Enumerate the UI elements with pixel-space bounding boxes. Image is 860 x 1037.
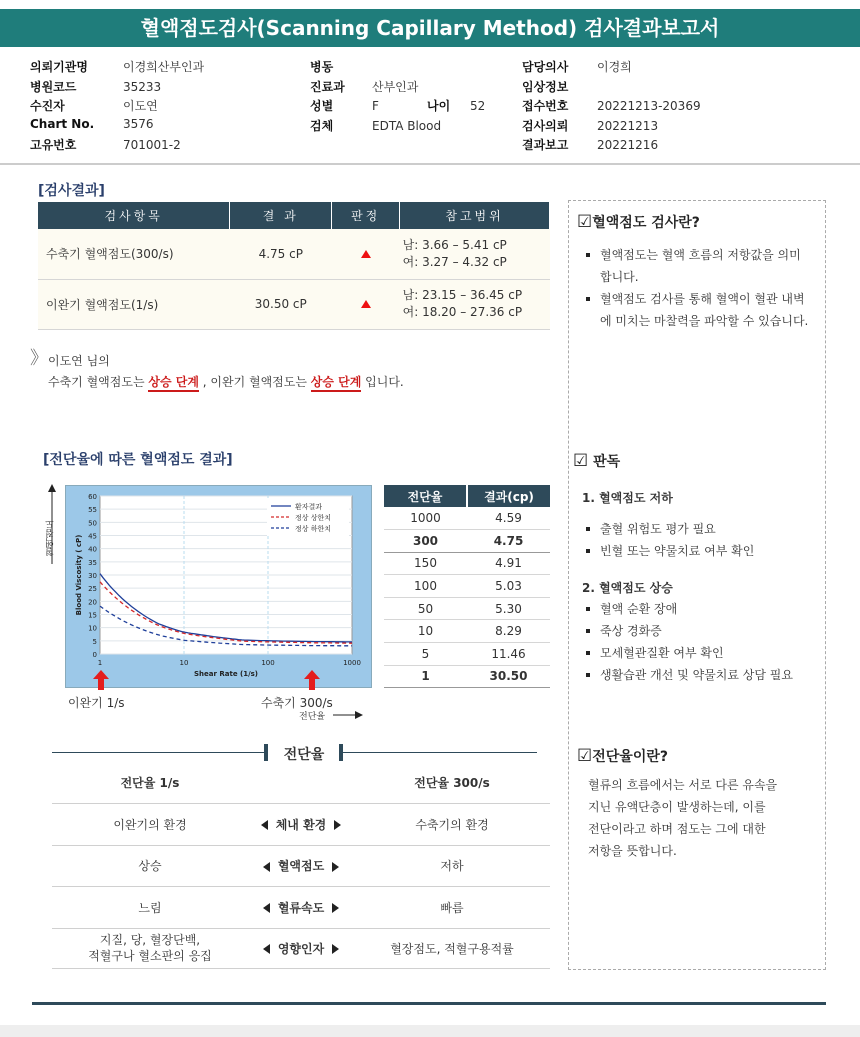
info-label: 임상정보: [522, 79, 569, 94]
list-item: [586, 518, 822, 540]
info-value: 20221213: [597, 118, 659, 133]
shear-rate: 10: [384, 620, 467, 643]
y-tick-label: 30: [88, 572, 97, 580]
checkbox-icon: ☑: [577, 212, 593, 232]
shear-rate: 100: [384, 575, 467, 598]
shear-rate: 50: [384, 597, 467, 620]
y-tick-label: 20: [88, 598, 97, 607]
y-tick-label: 5: [92, 637, 97, 646]
comparison-right: 저하: [354, 845, 550, 886]
info-label: 고유번호: [30, 138, 77, 152]
info-value: 20221213-20369: [597, 99, 701, 113]
bullet-icon: [586, 629, 590, 633]
comparison-left: 느림: [52, 886, 248, 928]
shear-result: 5.30: [467, 597, 550, 620]
comparison-mid-label: 혈류속도: [277, 900, 325, 915]
shear-result: 4.91: [467, 552, 550, 575]
comparison-left: [52, 928, 248, 968]
shear-header: 결과(cp): [467, 485, 550, 507]
header-divider: [0, 163, 860, 165]
legend-label: 정상 상한치: [295, 514, 332, 522]
comparison-mid: [248, 928, 354, 968]
x-tick-label: 10: [179, 659, 189, 667]
low-list: [586, 518, 822, 562]
footer-band: [0, 1025, 860, 1037]
y-tick-label: 25: [88, 585, 97, 594]
arrow-left-icon: [263, 862, 270, 872]
info-label: 접수번호: [522, 99, 569, 113]
x-axis-arrow-icon: [333, 710, 363, 720]
arrow-right-icon: [332, 903, 339, 913]
shear-rate: 5: [384, 643, 467, 666]
list-item: [586, 540, 822, 562]
arrow-left-icon: [261, 820, 268, 830]
low-title: 1. 혈액점도 저하: [582, 491, 673, 505]
results-header: 검사항목: [38, 202, 230, 229]
comparison-mid-label: 영향인자: [277, 941, 325, 956]
sidebar-heading-text: 전단율이란?: [592, 749, 668, 765]
list-item-text: 혈액점도는 혈액 흐름의 저항값을 의미합니다.: [600, 248, 801, 284]
y-axis-label: 혈액점도: [46, 520, 56, 556]
comparison-left-line: 지질, 당, 혈장단백,: [99, 933, 201, 947]
chart-svg: [66, 486, 373, 689]
result-item: 수축기 혈액점도(300/s): [38, 229, 230, 279]
report-title: 혈액점도검사(Scanning Capillary Method) 검사결과보고서: [0, 9, 860, 47]
arrow-right-icon: [332, 862, 339, 872]
results-header: 결 과: [230, 202, 332, 229]
info-value: 3576: [123, 116, 154, 131]
table-row: [52, 803, 550, 845]
table-row: [52, 845, 550, 886]
info-value: 52: [470, 99, 486, 113]
list-item: [586, 642, 826, 664]
y-tick-label: 45: [88, 532, 97, 541]
info-label: 진료과: [310, 79, 345, 94]
description-line: 전단이라고 하며 점도는 그에 대한: [588, 822, 766, 836]
table-row: [384, 597, 550, 620]
up-arrow-icon: [332, 229, 400, 279]
sidebar-heading-what: [577, 212, 700, 232]
y-tick-label: 0: [92, 651, 97, 659]
description-line: 혈류의 흐름에서는 서로 다른 유속을: [588, 778, 778, 792]
table-row: [38, 229, 550, 279]
info-value: F: [372, 99, 379, 113]
info-value: 이경희: [597, 60, 632, 74]
y-tick-label: 60: [88, 493, 97, 501]
comparison-mid: [248, 886, 354, 928]
sidebar-heading-text: 혈액점도 검사란?: [592, 215, 700, 231]
bullet-icon: [586, 527, 590, 531]
summary-text: [48, 373, 404, 390]
up-arrow-icon: [332, 279, 400, 329]
comparison-mid-label: 혈액점도: [277, 859, 325, 873]
list-item: [586, 664, 826, 686]
arrow-right-icon: [332, 944, 339, 954]
results-header: 판정: [332, 202, 400, 229]
comparison-left: 상승: [52, 845, 248, 886]
info-value: 35233: [123, 79, 162, 94]
info-label: 검사의뢰: [522, 118, 569, 133]
checkbox-icon: ☑: [573, 451, 589, 471]
summary-part: 입니다.: [365, 375, 404, 389]
info-value: 산부인과: [372, 79, 419, 94]
info-label: 의뢰기관명: [30, 60, 88, 74]
legend-label: 환자결과: [295, 503, 323, 511]
info-label: 수진자: [30, 99, 65, 113]
shear-result: 5.03: [467, 575, 550, 598]
x-axis-title: Shear Rate (1/s): [193, 670, 259, 678]
info-label: 병원코드: [30, 79, 77, 94]
comparison-head-left: 전단율 1/s: [52, 762, 248, 803]
comparison-mid: [248, 845, 354, 886]
shear-result: 4.75: [467, 530, 550, 553]
double-chevron-icon: 》: [30, 348, 48, 369]
shear-header: 전단율: [384, 485, 467, 507]
table-row: [384, 530, 550, 553]
sidebar-heading-shear: [577, 746, 668, 766]
comparison-mid-label: 체내 환경: [275, 817, 327, 832]
info-column-2: [310, 58, 485, 136]
y-tick-label: 10: [88, 624, 97, 633]
result-reference: [400, 229, 550, 279]
table-row: [384, 552, 550, 575]
info-value: EDTA Blood: [372, 118, 442, 133]
shear-rate-table: [384, 485, 550, 688]
summary-part: , 이완기 혈액점도는: [202, 375, 307, 389]
divider-bar: [264, 744, 268, 761]
description-line: 저항을 뜻합니다.: [588, 844, 677, 858]
systolic-marker-icon: [304, 670, 320, 690]
shear-result: 30.50: [467, 665, 550, 688]
info-column-1: [30, 58, 204, 156]
result-value: 30.50 cP: [230, 279, 332, 329]
table-row: [384, 643, 550, 666]
bullet-icon: [586, 673, 590, 677]
y-tick-label: 35: [88, 558, 97, 567]
divider-line: [52, 752, 266, 753]
info-value: 이도연: [123, 99, 158, 113]
bullet-icon: [586, 549, 590, 553]
x-tick-label: 1000: [343, 659, 361, 667]
list-item-text: 혈액점도 검사를 통해 혈액이 혈관 내벽에 미치는 마찰력을 파악할 수 있습니다.: [600, 292, 809, 328]
footer-divider: [32, 1002, 826, 1005]
shear-rate: 300: [384, 530, 467, 553]
info-label: 결과보고: [522, 138, 569, 152]
high-title: 2. 혈액점도 상승: [582, 581, 673, 595]
info-label: 검체: [310, 118, 334, 133]
shear-result: 4.59: [467, 507, 550, 530]
y-tick-label: 15: [88, 611, 97, 620]
results-header: 참고범위: [400, 202, 550, 229]
list-item: [586, 288, 812, 332]
results-table: [38, 202, 550, 330]
diastolic-marker-icon: [93, 670, 109, 690]
shear-rate: 1: [384, 665, 467, 688]
viscosity-chart: [65, 485, 372, 688]
diastolic-label: 이완기 1/s: [68, 696, 125, 710]
results-heading: [검사결과]: [38, 183, 105, 199]
summary-name: 이도연 님의: [48, 354, 110, 368]
shear-heading: [전단율에 따른 혈액점도 결과]: [43, 452, 233, 468]
shear-rate: 150: [384, 552, 467, 575]
ref-female: 여: 18.20 – 27.36 cP: [402, 305, 523, 319]
bullet-icon: [586, 297, 590, 301]
comparison-table: [52, 762, 550, 969]
table-row: [52, 928, 550, 968]
shear-result: 11.46: [467, 643, 550, 666]
bullet-icon: [586, 253, 590, 257]
arrow-left-icon: [263, 903, 270, 913]
list-item-text: 빈혈 또는 약물치료 여부 확인: [600, 544, 755, 558]
arrow-left-icon: [263, 944, 270, 954]
info-label: 병동: [310, 60, 334, 74]
sidebar-heading-text: 판독: [593, 454, 621, 470]
list-item-text: 생활습관 개선 및 약물치료 상담 필요: [600, 668, 793, 682]
diastolic-status: 상승 단계: [311, 375, 362, 392]
table-row: [52, 886, 550, 928]
comparison-left-line: 적혈구나 혈소판의 응집: [88, 949, 212, 963]
ref-male: 남: 23.15 – 36.45 cP: [402, 288, 523, 302]
description-line: 지닌 유액단층이 발생하는데, 이를: [588, 800, 766, 814]
table-row: [384, 507, 550, 530]
table-row: [384, 665, 550, 688]
y-tick-label: 40: [88, 545, 97, 554]
list-item-text: 모세혈관질환 여부 확인: [600, 646, 724, 660]
comparison-head-right: 전단율 300/s: [354, 762, 550, 803]
comparison-mid: [248, 803, 354, 845]
bullet-icon: [586, 651, 590, 655]
info-column-3: [522, 58, 701, 156]
comparison-right: 수축기의 환경: [354, 803, 550, 845]
comparison-left: 이완기의 환경: [52, 803, 248, 845]
info-label: Chart No.: [30, 116, 95, 131]
ref-female: 여: 3.27 – 4.32 cP: [402, 254, 507, 269]
table-row: [384, 575, 550, 598]
y-axis-title: Blood Viscosity ( cP): [75, 534, 83, 616]
checkbox-icon: ☑: [577, 746, 593, 766]
comparison-right: 빠름: [354, 886, 550, 928]
table-row: [384, 620, 550, 643]
list-item-text: 출혈 위험도 평가 필요: [600, 522, 716, 536]
shear-description: [588, 774, 777, 862]
systolic-status: 상승 단계: [148, 375, 199, 392]
what-list: [586, 244, 812, 332]
list-item-text: 혈액 순환 장애: [600, 602, 678, 616]
bullet-icon: [586, 607, 590, 611]
table-row: [38, 279, 550, 329]
info-value: 20221216: [597, 138, 659, 152]
shear-axis-label: 전단율: [299, 712, 326, 722]
legend-label: 정상 하한치: [295, 525, 332, 533]
result-value: 4.75 cP: [230, 229, 332, 279]
list-item: [586, 598, 826, 620]
info-value: 이경희산부인과: [123, 60, 205, 74]
info-value: 701001-2: [123, 138, 181, 152]
shear-rate: 1000: [384, 507, 467, 530]
list-item-text: 죽상 경화증: [600, 624, 662, 638]
y-tick-label: 55: [88, 506, 97, 515]
info-label: 담당의사: [522, 60, 569, 74]
systolic-label: 수축기 300/s: [261, 696, 333, 710]
ref-male: 남: 3.66 – 5.41 cP: [402, 237, 507, 252]
x-tick-label: 100: [261, 659, 275, 667]
y-tick-label: 50: [88, 519, 97, 528]
info-label: 성별: [310, 99, 334, 113]
comparison-title: 전단율: [283, 747, 325, 763]
arrow-right-icon: [334, 820, 341, 830]
x-tick-label: 1: [97, 659, 103, 667]
result-item: 이완기 혈액점도(1/s): [38, 279, 230, 329]
comparison-right: 혈장점도, 적혈구용적률: [354, 928, 550, 968]
summary-part: 수축기 혈액점도는: [48, 375, 145, 389]
high-list: [586, 598, 826, 686]
shear-result: 8.29: [467, 620, 550, 643]
result-reference: [400, 279, 550, 329]
info-label: 나이: [427, 99, 451, 113]
sidebar-heading-judge: [573, 451, 620, 471]
list-item: [586, 244, 812, 288]
list-item: [586, 620, 826, 642]
divider-line: [341, 752, 537, 753]
